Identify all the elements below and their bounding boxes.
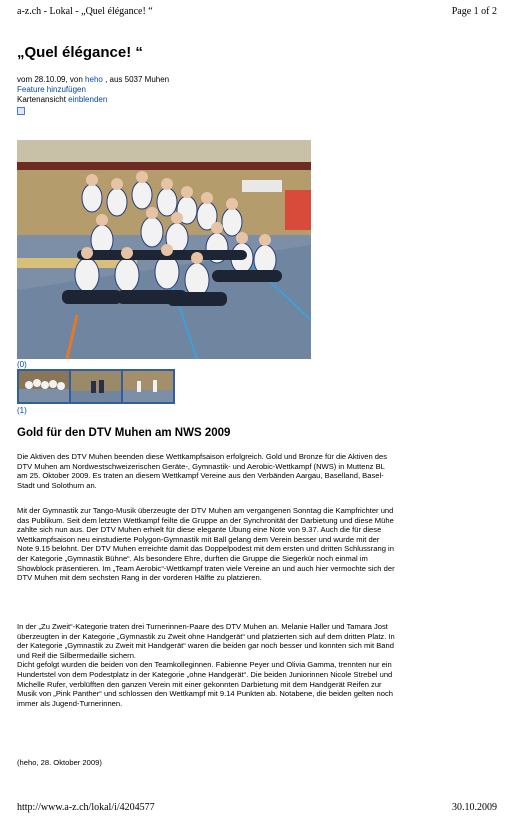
map-show-link[interactable]: einblenden bbox=[68, 95, 108, 104]
thumbnail-3-image bbox=[123, 371, 173, 402]
print-footer bbox=[17, 802, 497, 814]
main-photo[interactable] bbox=[17, 140, 311, 359]
print-footer-date: 30.10.2009 bbox=[452, 802, 497, 813]
thumbnail-1-image bbox=[19, 371, 69, 402]
paragraph-3: In der „Zu Zweit“-Kategorie traten drei Turnerinnen-Paare des DTV Muhen an. Melanie Haller und Tamara Jost überzeugten in der Kategorie „Gymnastik zu Zweit ohne Handgerät“ und platzierten sich auf dem dritten Platz. In der Kategorie „Gymnastik zu Zweit mit Handgerät“ waren die beiden gar noch besser und konnten sich mit Band und Reif die Silbermedaille sichern. Dicht gefolgt wurden die beiden von den Teamkolleginnen. Fabienne Peyer und Olivia Gamma, trennten nur ein Hundertstel von dem Podestplatz in der Kategorie „ohne Handgerät“. Die beiden Juniorinnen Nicole Strebel und Michelle Rufer, verblüfften den ganzen Verein mit einer gekonnten Darbietung mit dem Handgerät Reifen zur Musik von „Pink Panther“ und schlossen den Wettkampf mit 9.14 Punkten ab. Notabene, die beiden gelten noch immer als Jugend-Turnerinnen. bbox=[17, 622, 395, 708]
thumbnail-1[interactable] bbox=[19, 371, 69, 402]
thumbnail-3[interactable] bbox=[123, 371, 173, 402]
gym-team-photo bbox=[17, 140, 311, 359]
map-toggle-icon[interactable] bbox=[17, 107, 25, 115]
author-link[interactable]: heho bbox=[85, 75, 103, 84]
paragraph-2: Mit der Gymnastik zur Tango-Musik überzeugte der DTV Muhen am vergangenen Sonntag die Kampfrichter und das Publikum. Seit dem letzten Wettkampf feilte die Gruppe an der Synchronität der Darbietung und diese Mühe zahlte sich nun aus. Der DTV Muhen erhielt für diese elegante Übung eine Note von 9.37. Auch die für diese Wettkampfsaison neu einstudierte Polygon-Gymnastik mit Ball gelang dem Verein besser und wurde mit der Note 9.15 belohnt. Der DTV Muhen erreichte damit das Doppelpodest mit dem ersten und dritten Schlussrang in der Kategorie „Gymnastik Bühne“. Als besondere Ehre, durften die Gruppe die Siegerkür noch einmal im Showblock präsentieren. Im „Team Aerobic“-Wettkampf traten viele Vereine an und auch hier vermochte sich der DTV Muhen mit dem sechsten Rang in der vorderen Hälfte zu platzieren. bbox=[17, 506, 395, 583]
map-view-row bbox=[17, 95, 317, 105]
article-meta bbox=[17, 75, 317, 118]
byline-suffix: , aus 5037 Muhen bbox=[102, 75, 170, 84]
paragraph-1: Die Aktiven des DTV Muhen beenden diese Wettkampfsaison erfolgreich. Gold und Bronze für die Aktiven des DTV Muhen am Nordwestschweizerischen Geräte-, Gymnastik- und Aerobic-Wettkampf (NWS) in Muttenz BL am 25. Oktober 2009. Es traten an diesem Wettkampf Vereine aus den Verbänden Aargau, Baselland, Basel-Stadt und Solothurn an. bbox=[17, 452, 388, 490]
feature-add-link[interactable]: Feature hinzufügen bbox=[17, 85, 86, 94]
photo-counter-bottom[interactable]: (1) bbox=[17, 406, 27, 415]
print-header-title: a-z.ch - Lokal - „Quel élégance! “ bbox=[17, 6, 153, 17]
print-header-page: Page 1 of 2 bbox=[451, 6, 497, 17]
map-view-label: Kartenansicht bbox=[17, 95, 69, 104]
print-footer-url: http://www.a-z.ch/lokal/i/4204577 bbox=[17, 802, 155, 813]
article-signature: (heho, 28. Oktober 2009) bbox=[17, 758, 102, 767]
photo-counter-top[interactable]: (0) bbox=[17, 360, 27, 369]
thumbnail-strip bbox=[17, 369, 175, 404]
article-title: „Quel élégance! “ bbox=[17, 44, 143, 61]
thumbnail-2-image bbox=[71, 371, 121, 402]
print-header bbox=[17, 6, 497, 20]
byline-prefix: vom 28.10.09, von bbox=[17, 75, 86, 84]
byline bbox=[17, 75, 317, 85]
section-title: Gold für den DTV Muhen am NWS 2009 bbox=[17, 427, 231, 439]
thumbnail-2[interactable] bbox=[71, 371, 121, 402]
